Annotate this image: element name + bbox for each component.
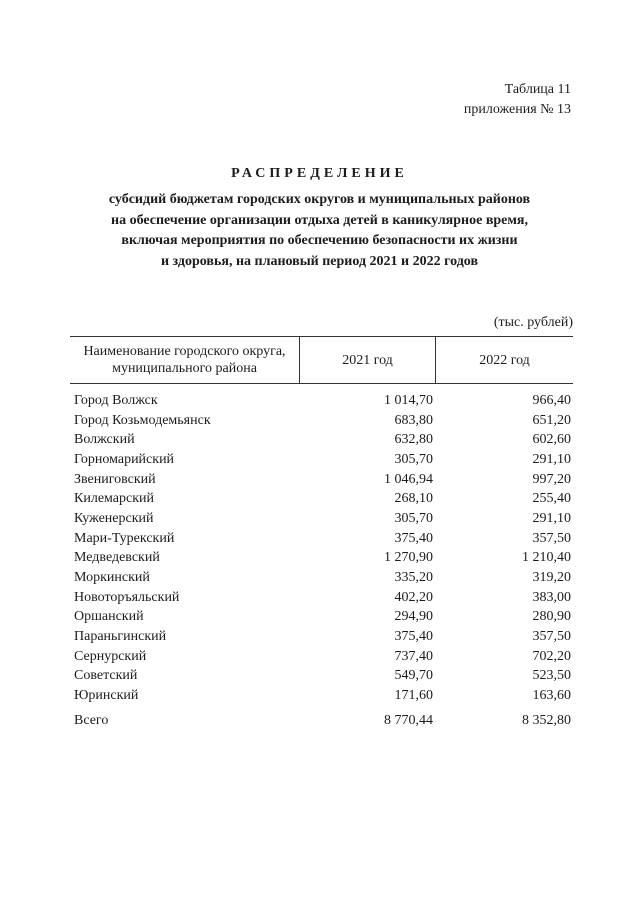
subtitle-line: и здоровья, на плановый период 2021 и 2022 годов: [160, 253, 479, 269]
value-2021: 1 046,94: [384, 472, 433, 487]
table-row: [0, 649, 639, 669]
value-2021: 375,40: [394, 531, 433, 546]
district-name: Параньгинский: [74, 629, 167, 644]
district-name: Советский: [74, 668, 138, 683]
district-name: Мари-Турекский: [74, 531, 175, 546]
value-2021: 375,40: [394, 629, 433, 644]
value-2021: 294,90: [394, 609, 433, 624]
table-row: [0, 570, 639, 590]
value-2022: 255,40: [532, 491, 571, 506]
value-2022: 1 210,40: [522, 550, 571, 565]
district-name: Горномарийский: [74, 452, 175, 467]
header-bottom-rule: [70, 383, 573, 384]
value-2022: 997,20: [532, 472, 571, 487]
district-name: Килемарский: [74, 491, 155, 506]
table-row: [0, 432, 639, 452]
appendix-number: приложения № 13: [463, 102, 571, 117]
total-2021: 8 770,44: [384, 713, 433, 728]
value-2022: 291,10: [532, 511, 571, 526]
table-row: [0, 413, 639, 433]
value-2021: 268,10: [394, 491, 433, 506]
document-subtitle: [0, 190, 639, 272]
value-2022: 702,20: [532, 649, 571, 664]
value-2021: 402,20: [394, 590, 433, 605]
table-row: [0, 452, 639, 472]
district-name: Звениговский: [74, 472, 156, 487]
value-2022: 163,60: [532, 688, 571, 703]
district-name: Медведевский: [74, 550, 160, 565]
table-row: [0, 550, 639, 570]
table-row: [0, 511, 639, 531]
district-name: Юринский: [74, 688, 139, 703]
value-2021: 335,20: [394, 570, 433, 585]
table-row: [0, 629, 639, 649]
value-2022: 602,60: [532, 432, 571, 447]
value-2022: 523,50: [532, 668, 571, 683]
table-row: [0, 688, 639, 708]
value-2021: 632,80: [394, 432, 433, 447]
table-row: [0, 668, 639, 688]
total-label: Всего: [74, 713, 109, 728]
table-row: [0, 472, 639, 492]
subtitle-line: субсидий бюджетам городских округов и муниципальных районов: [108, 192, 531, 207]
value-2022: 319,20: [532, 570, 571, 585]
value-2021: 1 014,70: [384, 393, 433, 408]
district-name: Новоторъяльский: [74, 590, 180, 605]
table-row: [0, 609, 639, 629]
value-2021: 1 270,90: [384, 550, 433, 565]
value-2022: 357,50: [532, 629, 571, 644]
value-2021: 305,70: [394, 452, 433, 467]
value-2021: 683,80: [394, 413, 433, 428]
document-title: РАСПРЕДЕЛЕНИЕ: [231, 166, 408, 181]
district-name: Город Волжск: [74, 393, 158, 408]
value-2022: 966,40: [532, 393, 571, 408]
value-2021: 305,70: [394, 511, 433, 526]
district-name: Оршанский: [74, 609, 144, 624]
value-2022: 280,90: [532, 609, 571, 624]
value-2021: 171,60: [394, 688, 433, 703]
header-year-2022: 2022 год: [479, 352, 530, 368]
district-name: Моркинский: [74, 570, 150, 585]
header-name-column: Наименование городского округа, муниципального района: [83, 344, 286, 376]
table-number: Таблица 11: [504, 82, 571, 97]
value-2021: 549,70: [394, 668, 433, 683]
value-2022: 651,20: [532, 413, 571, 428]
district-name: Город Козьмодемьянск: [74, 413, 211, 428]
header-year-2021: 2021 год: [342, 352, 393, 368]
table-row: [0, 491, 639, 511]
total-row: [0, 713, 639, 733]
district-name: Сернурский: [74, 649, 147, 664]
subtitle-line: на обеспечение организации отдыха детей в каникулярное время,: [111, 212, 528, 228]
value-2021: 737,40: [394, 649, 433, 664]
table-row: [0, 393, 639, 413]
table-reference: [371, 80, 571, 120]
district-name: Куженерский: [74, 511, 154, 526]
subtitle-line: включая мероприятия по обеспечению безопасности их жизни: [121, 233, 518, 248]
unit-note: (тыс. рублей): [493, 315, 573, 330]
value-2022: 357,50: [532, 531, 571, 546]
district-name: Волжский: [74, 432, 135, 447]
table-row: [0, 590, 639, 610]
value-2022: 291,10: [532, 452, 571, 467]
value-2022: 383,00: [532, 590, 571, 605]
total-2022: 8 352,80: [522, 713, 571, 728]
table-row: [0, 531, 639, 551]
